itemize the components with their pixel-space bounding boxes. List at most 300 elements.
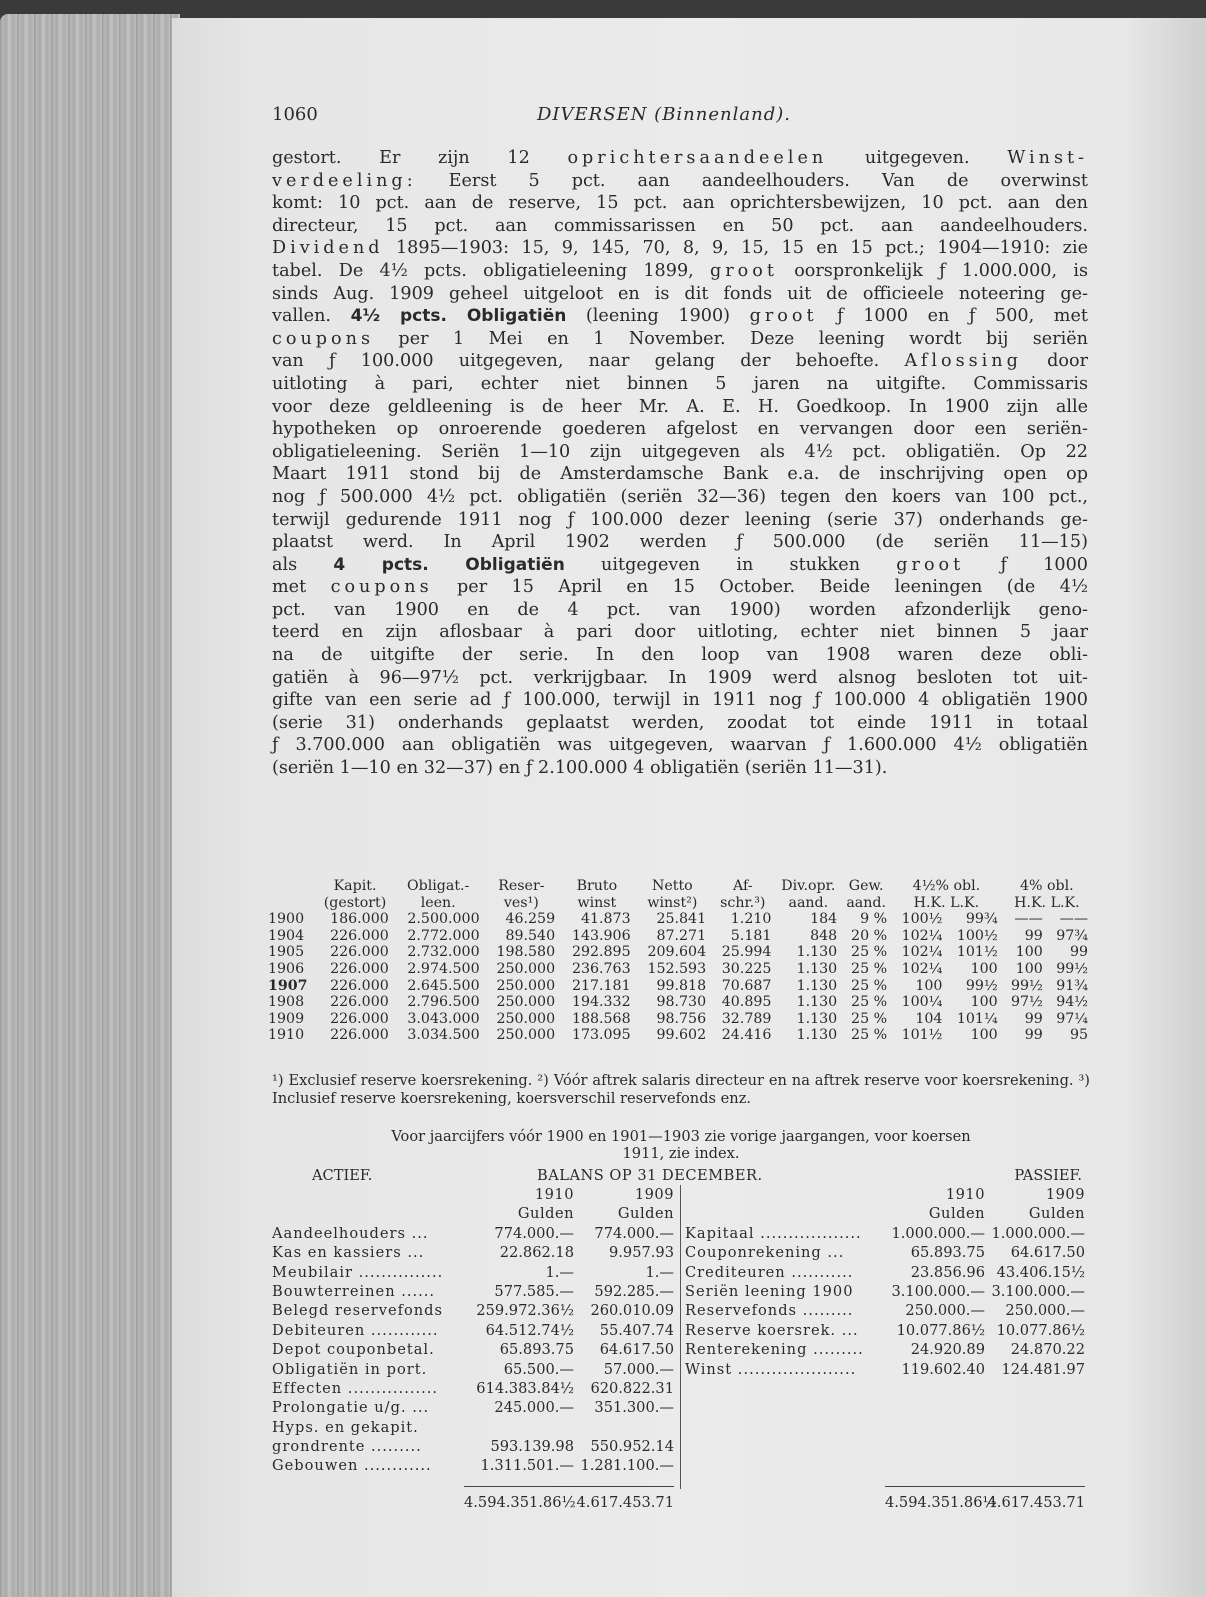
text-run: oorspronkelijk ƒ 1.000.000, is (777, 260, 1088, 281)
balance-label: Bouwterreinen ...... (272, 1282, 436, 1300)
balance-row (685, 1282, 1090, 1301)
value-cell: 20 % (851, 927, 888, 944)
value-cell: 100 (1015, 960, 1043, 977)
text-line (272, 283, 1088, 306)
text-run: door (1021, 351, 1089, 372)
balance-row (272, 1243, 680, 1262)
value-cell: 1.130 (796, 1010, 838, 1027)
balance-row (272, 1456, 680, 1475)
spaced-term: Winst- (1007, 148, 1088, 168)
passief-title: PASSIEF. (1014, 1167, 1082, 1184)
column-header: Reser- (498, 878, 545, 894)
text-run: (serie 31) onderhands geplaatst werden, zoodat tot einde 1911 in totaal (272, 712, 1088, 733)
balance-value-1909: 10.077.86½ (996, 1321, 1085, 1339)
value-cell: 250.000 (496, 1027, 556, 1044)
text-run: teerd en zijn aflosbaar à pari door uitloting, echter niet binnen 5 jaar (272, 622, 1088, 643)
balance-value-1909: 57.000.— (603, 1360, 674, 1378)
total-1909: 4.617.453.71 (574, 1486, 674, 1505)
text-line (272, 486, 1088, 509)
text-run: terwijl gedurende 1911 nog ƒ 100.000 dezer leening (serie 37) onderhands ge- (272, 509, 1088, 530)
spaced-term: verdeeling: (272, 170, 417, 191)
value-cell: 94½ (1056, 994, 1088, 1011)
value-cell: 226.000 (330, 977, 389, 994)
value-cell: 2.772.000 (407, 927, 480, 944)
year-header: 1910 (945, 1186, 985, 1203)
balance-label: Renterekening ......... (685, 1341, 864, 1359)
value-cell: 198.580 (496, 944, 556, 961)
financial-stats-table (268, 878, 1092, 1044)
unit-header-row (272, 1204, 680, 1223)
table-row (268, 928, 1092, 945)
year-cell: 1900 (268, 911, 305, 928)
balance-label: Crediteuren ........... (685, 1263, 854, 1281)
column-header (268, 878, 317, 895)
balance-value-1910: 65.893.75 (910, 1244, 985, 1262)
column-header: 4½% obl. (912, 878, 981, 894)
balance-row (272, 1398, 680, 1417)
value-cell: 25 % (851, 944, 888, 961)
column-header: Obligat.- (407, 878, 470, 894)
value-cell: 226.000 (330, 994, 389, 1011)
body-paragraph (272, 147, 1088, 780)
value-cell: 1.130 (796, 960, 838, 977)
value-cell: 25.841 (656, 911, 707, 928)
year-header: 1909 (1045, 1186, 1085, 1203)
text-run: met (272, 577, 331, 598)
spaced-term: Dividend (272, 238, 384, 259)
value-cell: 32.789 (721, 1010, 772, 1027)
table-row (268, 944, 1092, 961)
value-cell: 99 (1024, 927, 1043, 944)
column-subheader: aand. (846, 894, 886, 911)
column-header: 4% obl. (1020, 878, 1074, 894)
text-line (272, 463, 1088, 486)
passief-column (685, 1185, 1090, 1511)
balance-value-1910: 3.100.000.— (891, 1282, 985, 1300)
column-subheader: H.K. L.K. (1014, 894, 1080, 911)
text-run: na de uitgifte der serie. In den loop van 1908 waren deze obli- (272, 645, 1088, 666)
value-cell: 102¼ (901, 927, 943, 944)
value-cell: 99½ (1056, 960, 1088, 977)
balance-value-1910: 250.000.— (905, 1302, 985, 1320)
value-cell: 25 % (851, 977, 888, 994)
balance-value-1910: 259.972.36½ (476, 1302, 574, 1320)
value-cell: 98.756 (656, 1010, 707, 1027)
balance-row (272, 1418, 680, 1437)
table-header-row (268, 895, 1092, 912)
text-run: ƒ 3.700.000 aan obligatiën was uitgegeven, waarvan ƒ 1.600.000 4½ obligatiën (272, 735, 1088, 756)
value-cell: 25 % (851, 994, 888, 1011)
spaced-term: groot (896, 554, 965, 575)
year-header-row (685, 1185, 1090, 1204)
book-page-edges (0, 14, 180, 1597)
balance-value-1909: 64.617.50 (599, 1341, 674, 1359)
text-run: uitgegeven in stukken (564, 554, 897, 575)
unit-header: Gulden (1028, 1205, 1085, 1223)
text-line (272, 373, 1088, 396)
spaced-term: coupons (330, 577, 433, 598)
balance-value-1910: 774.000.— (494, 1224, 574, 1242)
text-run: gatiën à 96—97½ pct. verkrijgbaar. In 1909 werd alsnog besloten tot uit- (272, 667, 1088, 688)
actief-column (272, 1185, 680, 1511)
balance-value-1909: 1.281.100.— (580, 1457, 674, 1475)
value-cell: 250.000 (496, 960, 556, 977)
balance-value-1910: 24.920.89 (910, 1341, 985, 1359)
table-row (268, 961, 1092, 978)
value-cell: 99 (1069, 944, 1088, 961)
balance-value-1910: 10.077.86½ (896, 1321, 985, 1339)
column-subheader: (gestort) (323, 894, 387, 911)
balance-value-1910: 593.139.98 (490, 1438, 574, 1456)
text-line (272, 644, 1088, 667)
value-cell: 100 (970, 1027, 998, 1044)
text-run: vallen. (272, 306, 351, 327)
balance-label: Aandeelhouders ... (272, 1224, 429, 1242)
balance-value-1910: 1.000.000.— (891, 1224, 985, 1242)
blank (685, 1486, 885, 1505)
balance-label: Effecten ................ (272, 1379, 439, 1397)
value-cell: 40.895 (721, 994, 772, 1011)
value-cell: 25 % (851, 960, 888, 977)
balance-label: Reservefonds ......... (685, 1302, 854, 1320)
balance-row (685, 1263, 1090, 1282)
year-cell: 1905 (268, 944, 305, 961)
balance-row (685, 1224, 1090, 1243)
text-run: als (272, 554, 334, 575)
text-line (272, 734, 1088, 757)
text-line (272, 576, 1088, 599)
value-cell: 209.604 (647, 944, 707, 961)
text-run: tabel. De 4½ pcts. obligatieleening 1899, (272, 260, 710, 281)
balance-row (272, 1282, 680, 1301)
spaced-term: oprichtersaandeelen (567, 148, 828, 168)
value-cell: 102¼ (901, 944, 943, 961)
balance-row (685, 1243, 1090, 1262)
value-cell: —— (1014, 911, 1043, 928)
text-run: sinds Aug. 1909 geheel uitgeloot en is dit fonds uit de officieele noteering ge- (272, 283, 1088, 304)
balance-label: Kapitaal .................. (685, 1224, 862, 1242)
value-cell: 99 (1024, 1010, 1043, 1027)
value-cell: 1.130 (796, 944, 838, 961)
text-line (272, 215, 1088, 238)
balance-value-1909: 124.481.97 (1001, 1360, 1085, 1378)
value-cell: 24.416 (721, 1027, 772, 1044)
text-line (272, 757, 1088, 780)
balance-value-1909: 9.957.93 (609, 1244, 674, 1262)
balance-value-1910: 23.856.96 (910, 1263, 985, 1281)
year-cell: 1908 (268, 994, 305, 1011)
value-cell: 97¾ (1056, 927, 1088, 944)
balance-value-1909: 620.822.31 (590, 1379, 674, 1397)
balance-label: Prolongatie u/g. ... (272, 1399, 430, 1417)
balance-value-1910: 65.500.— (503, 1360, 574, 1378)
column-header: Netto (651, 878, 693, 894)
value-cell: 102¼ (901, 960, 943, 977)
value-cell: 99 (1024, 1027, 1043, 1044)
balance-label: Reserve koersrek. ... (685, 1321, 859, 1339)
value-cell: —— (1059, 911, 1088, 928)
value-cell: 3.043.000 (407, 1010, 480, 1027)
value-cell: 70.687 (721, 977, 772, 994)
column-subheader: leen. (420, 894, 456, 911)
text-run: obligatieleening. Seriën 1—10 zijn uitgegeven als 4½ pct. obligatiën. Op 22 (272, 441, 1088, 462)
text-run: directeur, 15 pct. aan commissarissen en 50 pct. aan aandeelhouders. (272, 215, 1088, 236)
text-line (272, 531, 1088, 554)
reference-note (272, 1128, 1090, 1162)
value-cell: 226.000 (330, 960, 389, 977)
value-cell: 194.332 (571, 994, 631, 1011)
balance-label: Gebouwen ............ (272, 1457, 432, 1475)
spaced-term: groot (710, 260, 778, 281)
blank (272, 1185, 464, 1204)
value-cell: 186.000 (330, 911, 389, 928)
spaced-term: Aflossing (904, 351, 1022, 372)
balance-row (272, 1301, 680, 1320)
balance-value-1909: 250.000.— (1005, 1302, 1085, 1320)
balance-value-1910: 119.602.40 (901, 1360, 985, 1378)
balance-label: grondrente ......... (272, 1438, 422, 1456)
value-cell: 97½ (1010, 994, 1043, 1011)
text-line (272, 260, 1088, 283)
column-header: Bruto (576, 878, 618, 894)
text-run: komt: 10 pct. aan de reserve, 15 pct. aan oprichtersbewijzen, 10 pct. aan den (272, 193, 1088, 214)
value-cell: 143.906 (571, 927, 631, 944)
value-cell: 3.034.500 (407, 1027, 480, 1044)
value-cell: 250.000 (496, 994, 556, 1011)
value-cell: 30.225 (721, 960, 772, 977)
balance-value-1910: 614.383.84½ (476, 1379, 574, 1397)
actief-title: ACTIEF. (312, 1167, 373, 1184)
text-line (272, 396, 1088, 419)
year-header: 1909 (634, 1186, 674, 1203)
text-line (272, 192, 1088, 215)
balance-value-1909: 43.406.15½ (996, 1263, 1085, 1281)
value-cell: 99.818 (656, 977, 707, 994)
column-subheader: ves¹) (503, 894, 539, 911)
balance-label: Hyps. en gekapit. (272, 1418, 419, 1436)
text-line (272, 554, 1088, 577)
balance-value-1910: 65.893.75 (499, 1341, 574, 1359)
footnotes (272, 1072, 1090, 1108)
value-cell: 5.181 (730, 927, 772, 944)
column-header: Af- (732, 878, 753, 894)
balance-label: Seriën leening 1900 (685, 1282, 854, 1300)
page-header (272, 104, 1104, 128)
text-run: van ƒ 100.000 uitgegeven, naar gelang der behoefte. (272, 351, 905, 372)
value-cell: 1.130 (796, 1027, 838, 1044)
blank (272, 1204, 464, 1223)
text-run: 1895—1903: 15, 9, 145, 70, 8, 9, 15, 15 en 15 pct.; 1904—1910: zie (383, 238, 1088, 259)
text-run: uitloting à pari, echter niet binnen 5 jaren na uitgifte. Commissaris (272, 373, 1088, 394)
text-run: per 15 April en 15 October. Beide leeningen (de 4½ (432, 577, 1089, 598)
value-cell: 101¼ (956, 1010, 998, 1027)
value-cell: 99½ (965, 977, 998, 994)
value-cell: 100 (970, 994, 998, 1011)
table-row (268, 911, 1092, 928)
text-line (272, 667, 1088, 690)
balance-row (685, 1360, 1090, 1379)
value-cell: 99¾ (965, 911, 998, 928)
balance-value-1909 (574, 1418, 674, 1437)
value-cell: 100 (1015, 944, 1043, 961)
column-subheader: H.K. L.K. (913, 894, 980, 911)
value-cell: 1.130 (796, 994, 838, 1011)
value-cell: 46.259 (505, 911, 556, 928)
value-cell: 41.873 (580, 911, 631, 928)
unit-header: Gulden (928, 1205, 985, 1223)
year-header: 1910 (534, 1186, 574, 1203)
total-1910: 4.594.351.86½ (464, 1486, 574, 1505)
balance-value-1910 (464, 1418, 574, 1437)
value-cell: 217.181 (571, 977, 631, 994)
value-cell: 95 (1069, 1027, 1088, 1044)
table-row (268, 978, 1092, 995)
year-cell: 1907 (268, 977, 308, 994)
year-cell: 1904 (268, 927, 305, 944)
column-subheader: aand. (788, 894, 829, 911)
value-cell: 152.593 (647, 960, 707, 977)
value-cell: 101½ (901, 1027, 943, 1044)
text-run: gifte van een serie ad ƒ 100.000, terwijl in 1911 nog ƒ 100.000 4 obligatiën 1900 (272, 690, 1088, 711)
column-subheader: winst²) (647, 894, 698, 911)
text-line (272, 305, 1088, 328)
balance-label: Kas en kassiers ... (272, 1244, 425, 1262)
value-cell: 99.602 (656, 1027, 707, 1044)
text-line (272, 621, 1088, 644)
balance-row (272, 1340, 680, 1359)
balance-title: BALANS OP 31 DECEMBER. (537, 1167, 763, 1184)
text-run: uitgegeven. (827, 148, 1008, 168)
spaced-term: coupons (272, 328, 374, 349)
balance-row (272, 1437, 680, 1456)
balance-row (272, 1224, 680, 1243)
text-run: voor deze geldleening is de heer Mr. A. E. H. Goedkoop. In 1900 zijn alle (272, 396, 1088, 417)
blank (685, 1185, 885, 1204)
balance-value-1909: 3.100.000.— (991, 1282, 1085, 1300)
text-line (272, 509, 1088, 532)
value-cell: 104 (915, 1010, 943, 1027)
balance-row (272, 1321, 680, 1340)
value-cell: 226.000 (330, 944, 389, 961)
table-header-row (268, 878, 1092, 895)
value-cell: 97¼ (1056, 1010, 1088, 1027)
value-cell: 226.000 (330, 1027, 389, 1044)
column-subheader: winst (577, 894, 617, 911)
balance-label: Couponrekening ... (685, 1244, 845, 1262)
column-subheader (268, 895, 317, 912)
balance-row (272, 1263, 680, 1282)
table-row (268, 994, 1092, 1011)
balance-label: Meubilair ............... (272, 1263, 444, 1281)
text-line (272, 170, 1088, 193)
page-number: 1060 (272, 104, 318, 125)
value-cell: 848 (810, 927, 838, 944)
column-divider (680, 1185, 681, 1489)
value-cell: 100¼ (901, 994, 943, 1011)
reference-note-line: Voor jaarcijfers vóór 1900 en 1901—1903 zie vorige jaargangen, voor koersen (391, 1128, 971, 1145)
value-cell: 292.895 (571, 944, 631, 961)
text-run: Eerst 5 pct. aan aandeelhouders. Van de overwinst (416, 170, 1088, 191)
text-run: hypotheken op onroerende goederen afgelost en vervangen door een seriën- (272, 419, 1088, 440)
text-run: (seriën 1—10 en 32—37) en ƒ 2.100.000 4 obligatiën (seriën 11—31). (272, 758, 888, 779)
balance-row (685, 1340, 1090, 1359)
unit-header: Gulden (617, 1205, 674, 1223)
text-line (272, 350, 1088, 373)
running-title: DIVERSEN (Binnenland). (537, 104, 791, 125)
value-cell: 25 % (851, 1010, 888, 1027)
balance-value-1909: 260.010.09 (590, 1302, 674, 1320)
value-cell: 100 (915, 977, 943, 994)
balance-row (685, 1321, 1090, 1340)
value-cell: 250.000 (496, 1010, 556, 1027)
value-cell: 226.000 (330, 1010, 389, 1027)
value-cell: 25.994 (721, 944, 772, 961)
text-line (272, 712, 1088, 735)
value-cell: 2.974.500 (407, 960, 480, 977)
balance-value-1909: 64.617.50 (1010, 1244, 1085, 1262)
text-line (272, 599, 1088, 622)
text-line (272, 237, 1088, 260)
value-cell: 188.568 (571, 1010, 631, 1027)
value-cell: 87.271 (656, 927, 707, 944)
table-row (268, 1027, 1092, 1044)
value-cell: 25 % (851, 1027, 888, 1044)
balance-row (272, 1379, 680, 1398)
value-cell: 101½ (956, 944, 998, 961)
column-header: Gew. (848, 878, 884, 894)
text-run: (leening 1900) (566, 306, 750, 327)
text-line (272, 441, 1088, 464)
balance-label: Obligatiën in port. (272, 1360, 428, 1378)
balance-value-1910: 245.000.— (494, 1399, 574, 1417)
column-header: Div.opr. (781, 878, 836, 894)
balance-value-1910: 1.311.501.— (480, 1457, 574, 1475)
value-cell: 236.763 (571, 960, 631, 977)
balance-value-1909: 55.407.74 (599, 1321, 674, 1339)
balance-row (272, 1360, 680, 1379)
text-run: pct. van 1900 en de 4 pct. van 1900) worden afzonderlijk geno- (272, 599, 1088, 620)
year-cell: 1909 (268, 1010, 305, 1027)
value-cell: 9 % (860, 911, 888, 928)
balance-value-1909: 1.000.000.— (991, 1224, 1085, 1242)
value-cell: 2.500.000 (407, 911, 480, 928)
value-cell: 250.000 (496, 977, 556, 994)
balance-label: Depot couponbetal. (272, 1341, 435, 1359)
reference-note-line: 1911, zie index. (622, 1145, 740, 1162)
year-header-row (272, 1185, 680, 1204)
total-row (272, 1486, 680, 1511)
balance-sheet (272, 1166, 1090, 1511)
text-run: ƒ 1000 (964, 554, 1088, 575)
text-run: per 1 Mei en 1 November. Deze leening wordt bij seriën (374, 328, 1088, 349)
text-line (272, 689, 1088, 712)
bold-heading: 4 pcts. Obligatiën (333, 554, 565, 575)
text-line (272, 418, 1088, 441)
balance-value-1910: 64.512.74½ (485, 1321, 574, 1339)
value-cell: 100½ (901, 911, 943, 928)
balance-label: Winst ..................... (685, 1360, 857, 1378)
column-header: Kapit. (333, 878, 377, 894)
value-cell: 99½ (1010, 977, 1043, 994)
unit-header-row (685, 1204, 1090, 1223)
value-cell: 1.210 (730, 911, 772, 928)
value-cell: 98.730 (656, 994, 707, 1011)
footnote-text: ¹) Exclusief reserve koersrekening. ²) Vóór aftrek salaris directeur en na aftrek reserve voor koersrekening. ³) Inclusief reserve koersrekening, koersverschil reservefonds enz. (272, 1072, 1090, 1107)
balance-value-1910: 1.— (545, 1263, 574, 1281)
value-cell: 2.796.500 (407, 994, 480, 1011)
value-cell: 226.000 (330, 927, 389, 944)
balance-value-1909: 24.870.22 (1010, 1341, 1085, 1359)
